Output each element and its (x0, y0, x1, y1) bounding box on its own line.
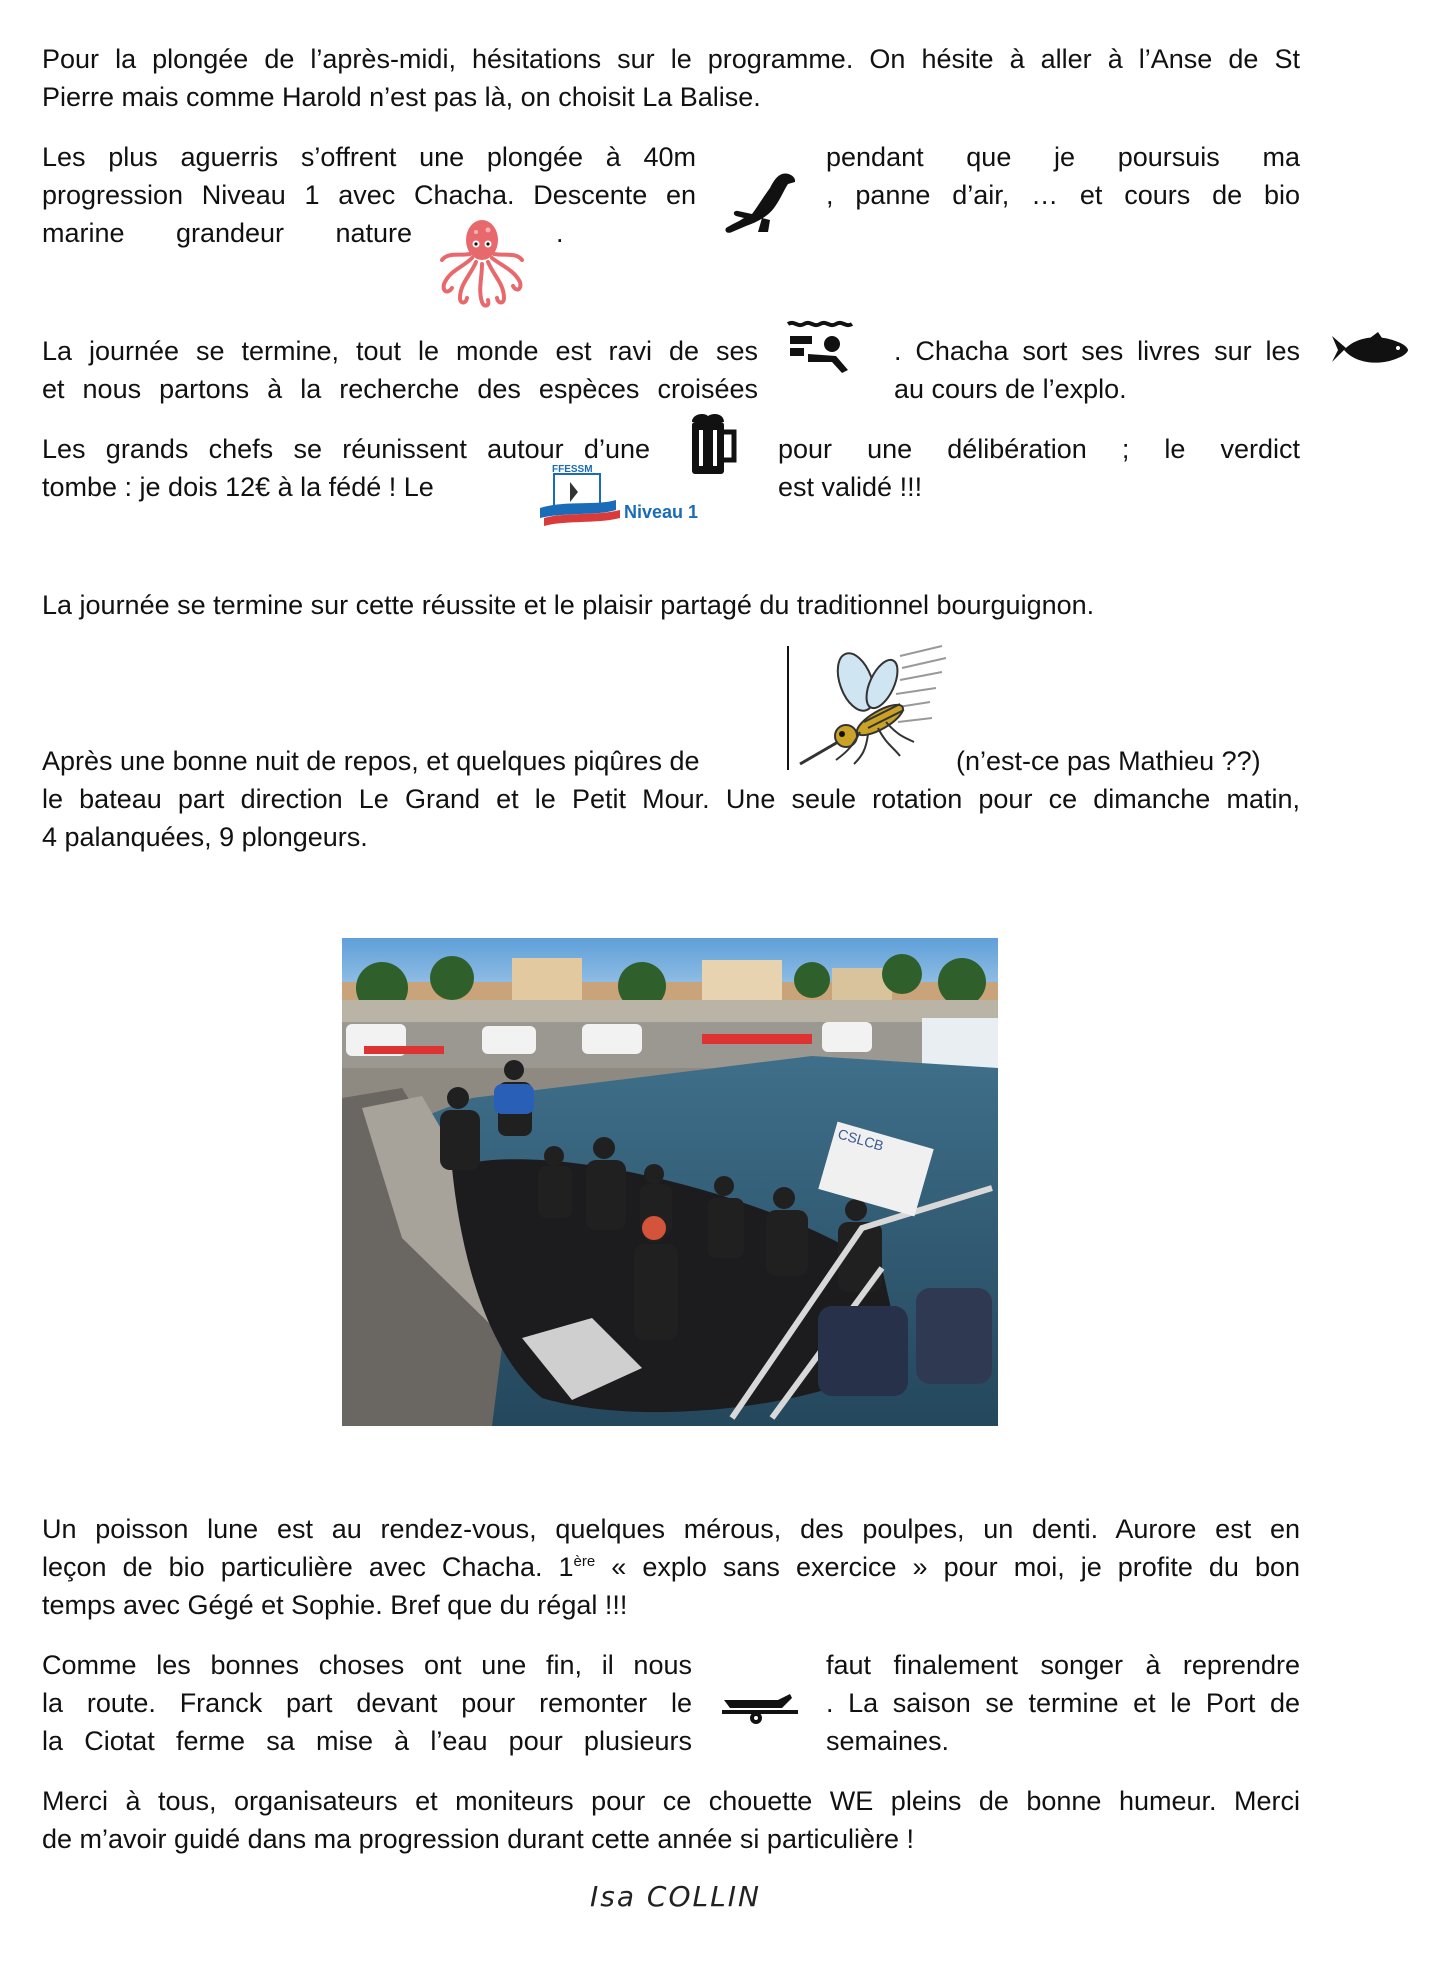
para-7-line-2 (42, 1548, 1300, 1586)
para-7-line-3: temps avec Gégé et Sophie. Bref que du régal !!! (42, 1590, 628, 1620)
para-4-left-line-1: Les grands chefs se réunissent autour d’une (42, 434, 650, 464)
para-7-sup: ère (573, 1553, 596, 1570)
para-4-right-line-1: pour une délibération ; le verdict (778, 434, 1300, 464)
signature: Isa COLLIN (590, 1880, 761, 1913)
para-6-line-1a: Après une bonne nuit de repos, et quelques piqûres de (42, 746, 700, 776)
para-3-right-line-2: au cours de l’explo. (894, 374, 1127, 404)
octopus-icon (434, 214, 530, 310)
fish-icon (1330, 332, 1410, 368)
para-4-right-line-2: est validé !!! (778, 472, 923, 502)
boat-trailer-icon (720, 1690, 800, 1726)
para-3-left-line-2: et nous partons à la recherche des espèces croisées (42, 374, 758, 404)
badge-level: Niveau 1 (624, 502, 699, 522)
para-7-line-2a: leçon de bio particulière avec Chacha. 1 (42, 1552, 574, 1582)
para-2-period: . (556, 218, 564, 248)
para-2-left-line-3: marine grandeur nature (42, 218, 412, 248)
para-7-line-1: Un poisson lune est au rendez-vous, quelques mérous, des poulpes, un denti. Aurore est en (42, 1514, 1300, 1544)
para-3-left-line-1: La journée se termine, tout le monde est ravi de ses (42, 336, 758, 366)
para-5: La journée se termine sur cette réussite et le plaisir partagé du traditionnel bourguignon. (42, 590, 1095, 620)
para-8-right-line-3: semaines. (826, 1726, 950, 1756)
boat-group-photo (342, 938, 998, 1426)
badge-org: FFESSM (552, 464, 593, 475)
mosquito-icon (782, 644, 952, 772)
boat-label: CSLCB (836, 1125, 886, 1154)
para-1-line-2: Pierre mais comme Harold n’est pas là, on choisit La Balise. (42, 82, 761, 112)
para-8-left-line-1: Comme les bonnes choses ont une fin, il nous (42, 1650, 692, 1680)
swimmer-icon (786, 318, 856, 374)
para-8-left-line-2: la route. Franck part devant pour remonter le (42, 1688, 692, 1718)
para-2-left-line-2: progression Niveau 1 avec Chacha. Descente en (42, 180, 696, 210)
sea-lion-icon (722, 168, 800, 236)
para-2-right-line-2: , panne d’air, … et cours de bio (826, 180, 1300, 210)
para-2-left-line-1: Les plus aguerris s’offrent une plongée à 40m (42, 142, 696, 172)
para-6-line-2: le bateau part direction Le Grand et le Petit Mour. Une seule rotation pour ce dimanche matin, (42, 784, 1300, 814)
para-8-left-line-3: la Ciotat ferme sa mise à l’eau pour plusieurs (42, 1726, 692, 1756)
para-6-line-3: 4 palanquées, 9 plongeurs. (42, 822, 368, 852)
para-9-line-1: Merci à tous, organisateurs et moniteurs pour ce chouette WE pleins de bonne humeur. Merci (42, 1786, 1300, 1816)
para-4-left-line-2: tombe : je dois 12€ à la fédé ! Le (42, 472, 434, 502)
para-2-right-line-1: pendant que je poursuis ma (826, 142, 1300, 172)
para-7-line-2b: « explo sans exercice » pour moi, je profite du bon (595, 1552, 1300, 1582)
para-8-right-line-1: faut finalement songer à reprendre (826, 1650, 1300, 1680)
ffessm-niveau1-badge (536, 466, 700, 528)
para-1-line-1: Pour la plongée de l’après-midi, hésitations sur le programme. On hésite à aller à l’Anse de St (42, 44, 1300, 74)
para-8-right-line-2: . La saison se termine et le Port de (826, 1688, 1300, 1718)
para-3-right-line-1: . Chacha sort ses livres sur les (894, 336, 1300, 366)
para-9-line-2: de m’avoir guidé dans ma progression durant cette année si particulière ! (42, 1824, 914, 1854)
para-6-line-1b: (n’est-ce pas Mathieu ??) (956, 746, 1261, 776)
